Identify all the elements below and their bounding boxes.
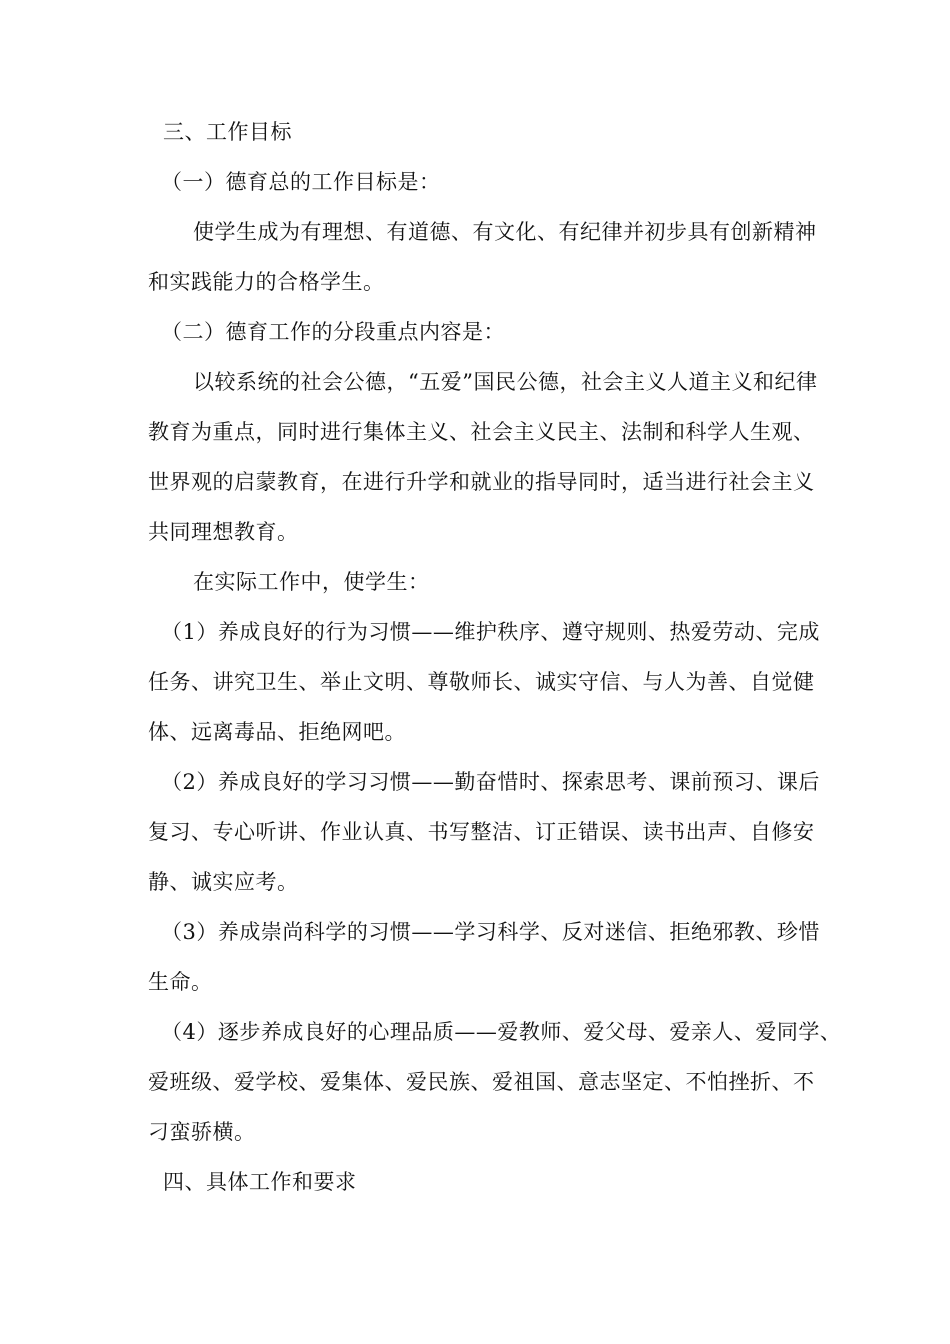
paragraph-line: 教育为重点，同时进行集体主义、社会主义民主、法制和科学人生观、 [148,420,815,444]
paragraph-line: 在实际工作中，使学生： [193,570,430,594]
list-item-line: （2）养成良好的学习习惯——勤奋惜时、探索思考、课前预习、课后 [161,770,820,794]
list-item-line: 体、远离毒品、拒绝网吧。 [148,720,406,744]
paragraph-line: 世界观的启蒙教育，在进行升学和就业的指导同时，适当进行社会主义 [148,470,815,494]
list-item-line: 爱班级、爱学校、爱集体、爱民族、爱祖国、意志坚定、不怕挫折、不 [148,1070,815,1094]
section-heading-goals: 三、工作目标 [163,120,292,144]
list-item-line: 复习、专心听讲、作业认真、书写整洁、订正错误、读书出声、自修安 [148,820,815,844]
list-item-line: 生命。 [148,970,213,994]
list-item-line: 刁蛮骄横。 [148,1120,256,1144]
paragraph-line: 使学生成为有理想、有道德、有文化、有纪律并初步具有创新精神 [193,220,817,244]
paragraph-line: 共同理想教育。 [148,520,299,544]
section-heading-requirements: 四、具体工作和要求 [163,1170,357,1194]
paragraph-line: 以较系统的社会公德，“五爱”国民公德，社会主义人道主义和纪律 [193,370,818,394]
list-item-line: （3）养成崇尚科学的习惯——学习科学、反对迷信、拒绝邪教、珍惜 [161,920,820,944]
list-item-line: （4）逐步养成良好的心理品质——爱教师、爱父母、爱亲人、爱同学、 [161,1020,842,1044]
paragraph-line: 和实践能力的合格学生。 [148,270,385,294]
list-item-line: 静、诚实应考。 [148,870,299,894]
list-item-line: （1）养成良好的行为习惯——维护秩序、遵守规则、热爱劳动、完成 [161,620,820,644]
subsection-heading-overall-goal: （一）德育总的工作目标是： [161,170,441,194]
list-item-line: 任务、讲究卫生、举止文明、尊敬师长、诚实守信、与人为善、自觉健 [148,670,815,694]
subsection-heading-key-content: （二）德育工作的分段重点内容是： [161,320,505,344]
